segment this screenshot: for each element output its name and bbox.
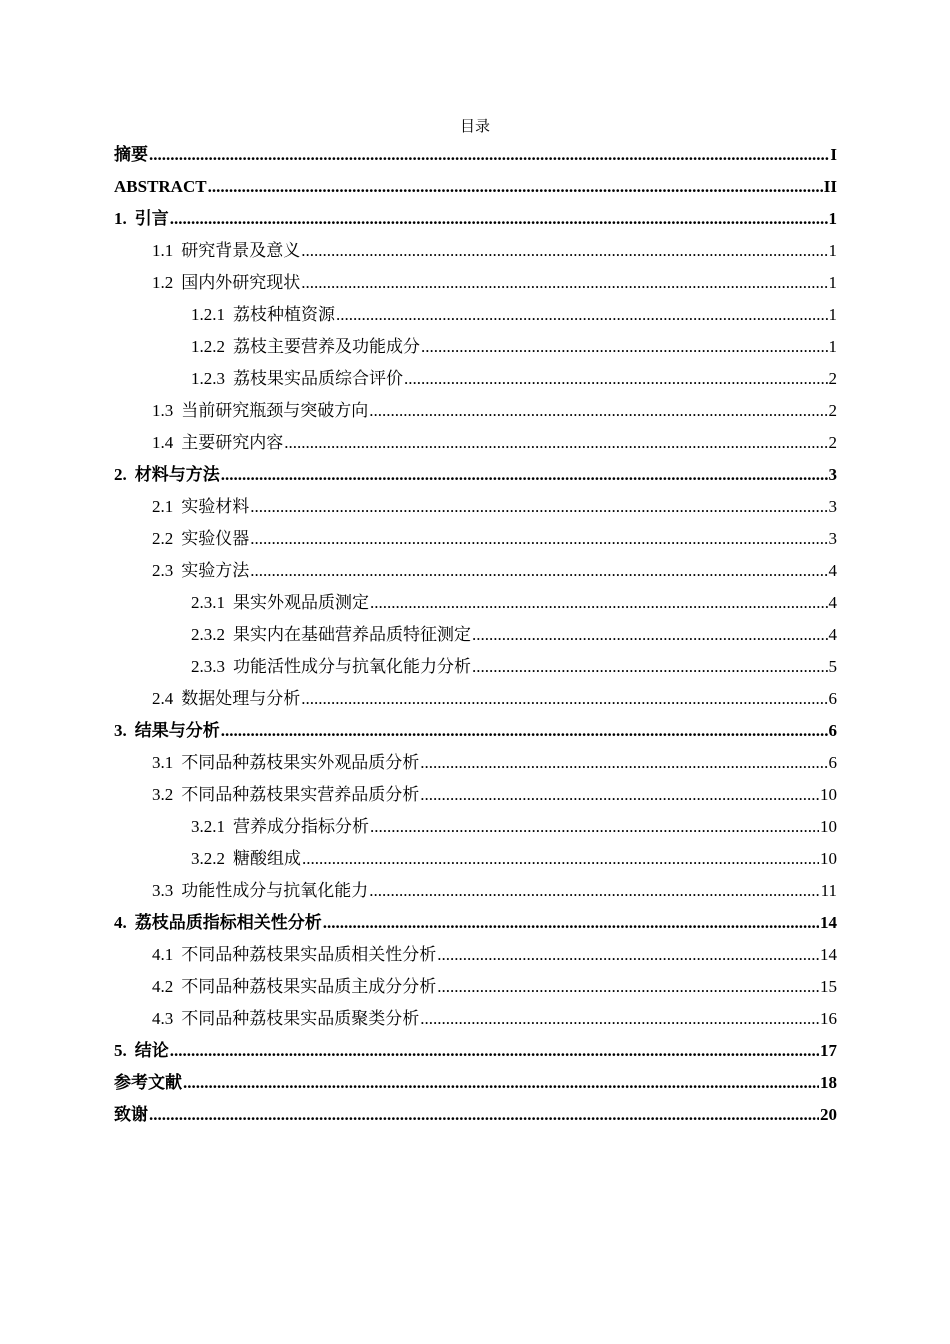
toc-entry-page-number: 11 [820, 881, 837, 900]
toc-entry[interactable] [114, 555, 837, 587]
toc-entry-label: 当前研究瓶颈与突破方向 [181, 401, 369, 420]
toc-entry-number: 2.1 [152, 497, 174, 516]
toc-entry-page-number: 6 [828, 721, 837, 740]
toc-entry-label: 不同品种荔枝果实品质主成分分析 [181, 977, 437, 996]
toc-entry-number: 3.1 [152, 753, 174, 772]
toc-entry-page-number: 10 [820, 785, 837, 804]
toc-entry-page-number: 1 [828, 273, 837, 292]
toc-entry-number: 2.2 [152, 529, 174, 548]
toc-dot-leader [420, 747, 827, 779]
toc-dot-leader [472, 651, 828, 683]
toc-entry-label: 主要研究内容 [181, 433, 284, 452]
toc-entry[interactable] [114, 683, 837, 715]
toc-entry[interactable] [114, 971, 837, 1003]
toc-entry-number: 4.3 [152, 1009, 174, 1028]
toc-dot-leader [170, 203, 828, 235]
toc-entry-page-number: 3 [828, 497, 837, 516]
toc-entry[interactable] [114, 907, 837, 939]
toc-dot-leader [250, 523, 827, 555]
toc-dot-leader [301, 267, 827, 299]
toc-entry-number: 4.2 [152, 977, 174, 996]
toc-entry[interactable] [114, 587, 837, 619]
toc-entry-number: 2. [114, 465, 127, 484]
toc-entry-page-number: 20 [820, 1105, 837, 1124]
toc-entry[interactable] [114, 1035, 837, 1067]
toc-dot-leader [149, 1099, 819, 1131]
toc-entry-page-number: 15 [820, 977, 837, 996]
toc-entry-label: 功能活性成分与抗氧化能力分析 [233, 657, 471, 676]
toc-dot-leader [170, 1035, 819, 1067]
toc-entry[interactable] [114, 171, 837, 203]
toc-dot-leader [250, 491, 827, 523]
toc-entry-page-number: 6 [828, 753, 837, 772]
toc-dot-leader [420, 1003, 819, 1035]
toc-entry-page-number: 4 [828, 561, 837, 580]
toc-entry-number: 1.2.3 [191, 369, 225, 388]
toc-dot-leader [437, 971, 819, 1003]
toc-entry-number: 4.1 [152, 945, 174, 964]
toc-entry-page-number: 6 [828, 689, 837, 708]
toc-entry-label: 果实内在基础营养品质特征测定 [233, 625, 471, 644]
toc-entry[interactable] [114, 523, 837, 555]
toc-dot-leader [221, 459, 828, 491]
toc-entry-number: 2.3.3 [191, 657, 225, 676]
toc-dot-leader [437, 939, 819, 971]
toc-entry-label: 营养成分指标分析 [233, 817, 369, 836]
toc-entry-number: 3.2.2 [191, 849, 225, 868]
toc-entry[interactable] [114, 715, 837, 747]
toc-dot-leader [421, 331, 828, 363]
toc-entry-label: 荔枝种植资源 [233, 305, 335, 324]
toc-dot-leader [301, 683, 827, 715]
toc-entry-number: 1.2 [152, 273, 174, 292]
toc-entry-number: 1.4 [152, 433, 174, 452]
toc-entry[interactable] [114, 491, 837, 523]
toc-dot-leader [284, 427, 827, 459]
toc-entry-page-number: 2 [828, 401, 837, 420]
toc-entry[interactable] [114, 619, 837, 651]
toc-entry-number: 1. [114, 209, 127, 228]
toc-dot-leader [208, 171, 823, 203]
toc-dot-leader [472, 619, 828, 651]
toc-entry[interactable] [114, 267, 837, 299]
toc-entry-number: 1.3 [152, 401, 174, 420]
toc-entry-label: 果实外观品质测定 [233, 593, 369, 612]
toc-entry-label: 引言 [134, 209, 169, 228]
toc-entry-page-number: 1 [828, 337, 837, 356]
toc-entry-label: 摘要 [114, 145, 148, 164]
toc-dot-leader [370, 587, 828, 619]
toc-entry[interactable] [114, 331, 837, 363]
toc-entry-page-number: 1 [828, 305, 837, 324]
toc-entry-page-number: 14 [820, 945, 837, 964]
toc-entry-label: 实验仪器 [181, 529, 250, 548]
toc-entry-page-number: 1 [828, 241, 837, 260]
toc-entry-number: 3.2 [152, 785, 174, 804]
toc-entry-label: 数据处理与分析 [181, 689, 301, 708]
toc-entry-label: 致谢 [114, 1105, 148, 1124]
toc-entry-label: 材料与方法 [134, 465, 220, 484]
toc-entry[interactable] [114, 1003, 837, 1035]
toc-dot-leader [149, 139, 829, 171]
toc-entry-label: 不同品种荔枝果实品质相关性分析 [181, 945, 437, 964]
toc-entry-page-number: 4 [828, 593, 837, 612]
toc-entry-page-number: 18 [820, 1073, 837, 1092]
toc-dot-leader [221, 715, 828, 747]
toc-entry-label: 不同品种荔枝果实外观品质分析 [181, 753, 420, 772]
toc-entry-page-number: 5 [828, 657, 837, 676]
toc-dot-leader [336, 299, 828, 331]
toc-entry-page-number: 3 [828, 529, 837, 548]
toc-entry[interactable] [114, 395, 837, 427]
toc-entry-number: 1.1 [152, 241, 174, 260]
toc-entry-label: 结论 [134, 1041, 169, 1060]
toc-entry-label: 研究背景及意义 [181, 241, 301, 260]
toc-entry-number: 4. [114, 913, 127, 932]
toc-dot-leader [420, 779, 819, 811]
toc-entry-label: 荔枝品质指标相关性分析 [134, 913, 322, 932]
toc-entry[interactable] [114, 747, 837, 779]
toc-entry-label: 结果与分析 [134, 721, 220, 740]
toc-entry-page-number: 17 [820, 1041, 837, 1060]
toc-entry-number: 2.4 [152, 689, 174, 708]
toc-entry-label: 不同品种荔枝果实品质聚类分析 [181, 1009, 420, 1028]
toc-entry[interactable] [114, 299, 837, 331]
toc-dot-leader [183, 1067, 819, 1099]
toc-entry[interactable] [114, 939, 837, 971]
toc-entry-page-number: 16 [820, 1009, 837, 1028]
toc-entry-page-number: 4 [828, 625, 837, 644]
toc-entry-page-number: 10 [820, 817, 837, 836]
toc-entry[interactable] [114, 139, 837, 171]
toc-entry-page-number: 2 [828, 369, 837, 388]
toc-entry-page-number: 2 [828, 433, 837, 452]
toc-dot-leader [369, 875, 819, 907]
toc-entry-number: 2.3.1 [191, 593, 225, 612]
toc-entry-page-number: II [823, 177, 837, 196]
toc-dot-leader [323, 907, 819, 939]
toc-entry-label: 不同品种荔枝果实营养品质分析 [181, 785, 420, 804]
toc-entry[interactable] [114, 427, 837, 459]
toc-entry-page-number: 10 [820, 849, 837, 868]
toc-entry-number: 1.2.2 [191, 337, 225, 356]
toc-dot-leader [369, 395, 827, 427]
toc-entry-number: 2.3.2 [191, 625, 225, 644]
toc-entry[interactable] [114, 203, 837, 235]
toc-entry-number: 3.2.1 [191, 817, 225, 836]
table-of-contents [114, 139, 837, 1131]
toc-dot-leader [404, 363, 828, 395]
toc-dot-leader [370, 811, 819, 843]
toc-entry-number: 3.3 [152, 881, 174, 900]
toc-entry-number: 1.2.1 [191, 305, 225, 324]
toc-entry[interactable] [114, 875, 837, 907]
toc-entry-label: 荔枝果实品质综合评价 [233, 369, 403, 388]
toc-entry-label: 国内外研究现状 [181, 273, 301, 292]
toc-entry-label: 参考文献 [114, 1073, 182, 1092]
toc-entry[interactable] [114, 1067, 837, 1099]
toc-entry-number: 2.3 [152, 561, 174, 580]
toc-entry-label: 实验方法 [181, 561, 250, 580]
toc-entry[interactable] [114, 651, 837, 683]
toc-dot-leader [301, 235, 827, 267]
toc-entry[interactable] [114, 811, 837, 843]
toc-entry-label: 荔枝主要营养及功能成分 [233, 337, 420, 356]
toc-entry-label: ABSTRACT [114, 177, 207, 196]
toc-entry-page-number: 14 [820, 913, 837, 932]
toc-entry-page-number: I [830, 145, 837, 164]
toc-dot-leader [250, 555, 827, 587]
toc-entry-number: 3. [114, 721, 127, 740]
toc-entry[interactable] [114, 235, 837, 267]
toc-entry[interactable] [114, 459, 837, 491]
toc-entry-label: 实验材料 [181, 497, 250, 516]
toc-entry-label: 功能性成分与抗氧化能力 [181, 881, 369, 900]
toc-entry[interactable] [114, 843, 837, 875]
toc-entry-label: 糖酸组成 [233, 849, 301, 868]
toc-entry-page-number: 1 [828, 209, 837, 228]
toc-title: 目录 [459, 119, 490, 135]
toc-entry-page-number: 3 [828, 465, 837, 484]
toc-entry[interactable] [114, 1099, 837, 1131]
toc-entry[interactable] [114, 779, 837, 811]
toc-entry[interactable] [114, 363, 837, 395]
toc-dot-leader [302, 843, 819, 875]
toc-entry-number: 5. [114, 1041, 127, 1060]
